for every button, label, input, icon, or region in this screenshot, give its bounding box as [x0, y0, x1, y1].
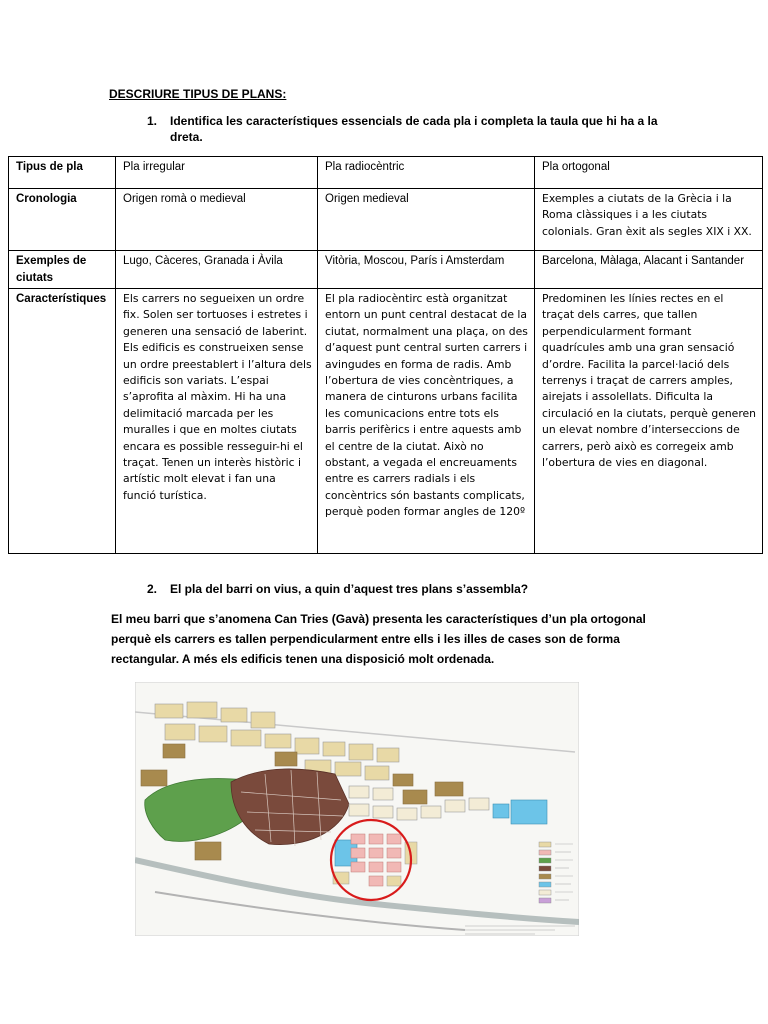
cell-irregular-characteristics: Els carrers no segueixen un ordre fix. Solen ser tortuoses i estretes i generen una sensació de laberint. Els edificis es construeixen sense un ordre preestablert i l’altura dels edificis son variats. L’espai s’aprofita al màxim. Hi ha una delimitació marcada per les muralles i que en moltes ciutats encara es possible resseguir-hi el traçat. Tenen un interès històric i artístic molt elevat i fan una funció turística. [116, 289, 318, 554]
answer-paragraph: El meu barri que s’anomena Can Tries (Gavà) presenta les característiques d’un pla ortogonal perquè els carrers es tallen perpendicularment entre ells i les illes de cases son de forma rectangular. A més els edificis tenen una disposició molt ordenada. [111, 612, 646, 666]
cell-radiocentric-chronology: Origen medieval [318, 189, 535, 251]
header-orthogonal: Pla ortogonal [535, 157, 763, 189]
header-irregular: Pla irregular [116, 157, 318, 189]
table-row [9, 189, 763, 251]
header-radiocentric: Pla radiocèntric [318, 157, 535, 189]
cell-radiocentric-characteristics: El pla radiocèntirc està organitzat entorn un punt central destacat de la ciutat, normalment una plaça, on des d’aquest punt central surten carrers i avingudes en forma de radis. Amb l’obertura de vies concèntriques, a manera de cinturons urbans facilita les comunicacions entre tots els barris perifèrics i entre aquests amb el centre de la ciutat. Això no obstant, a vegada el encreuaments entre es carrers radials i els concèntrics són bastants complicats, perquè poden formar angles de 120º [318, 289, 535, 554]
cell-irregular-examples: Lugo, Càceres, Granada i Àvila [116, 251, 318, 289]
neighbourhood-map [135, 682, 579, 936]
row-label-examples: Exemples de ciutats [9, 251, 116, 289]
question-1-text: Identifica les característiques essencials de cada pla i completa la taula que hi ha a la dreta. [170, 114, 658, 144]
row-label-chronology: Cronologia [9, 189, 116, 251]
row-label-characteristics: Característiques [9, 289, 116, 554]
cell-orthogonal-chronology: Exemples a ciutats de la Grècia i la Roma clàssiques i a les ciutats colonials. Gran èxit als segles XIX i XX. [535, 189, 763, 251]
question-2-number: 2. [147, 582, 158, 596]
question-2-text: El pla del barri on vius, a quin d’aquest tres plans s’assembla? [170, 582, 529, 596]
cell-radiocentric-examples: Vitòria, Moscou, París i Amsterdam [318, 251, 535, 289]
document-heading: DESCRIURE TIPUS DE PLANS: [109, 87, 287, 101]
plan-types-table [8, 156, 763, 554]
table-row [9, 289, 763, 554]
cell-orthogonal-characteristics: Predominen les línies rectes en el traçat dels carres, que tallen perpendicularment formant quadrícules amb una gran sensació d’ordre. Facilita la parcel·lació dels terrenys i traçat de carrers amples, airejats i assolellats. Dificulta la circulació en la ciutats, perquè generen un elevat nombre d’interseccions de carrers, però això es corregeix amb l’obertura de vies en diagonal. [535, 289, 763, 554]
table-header-row [9, 157, 763, 189]
header-plan-type: Tipus de pla [9, 157, 116, 189]
table-row [9, 251, 763, 289]
question-1-number: 1. [147, 114, 158, 128]
cell-orthogonal-examples: Barcelona, Màlaga, Alacant i Santander [535, 251, 763, 289]
cell-irregular-chronology: Origen romà o medieval [116, 189, 318, 251]
